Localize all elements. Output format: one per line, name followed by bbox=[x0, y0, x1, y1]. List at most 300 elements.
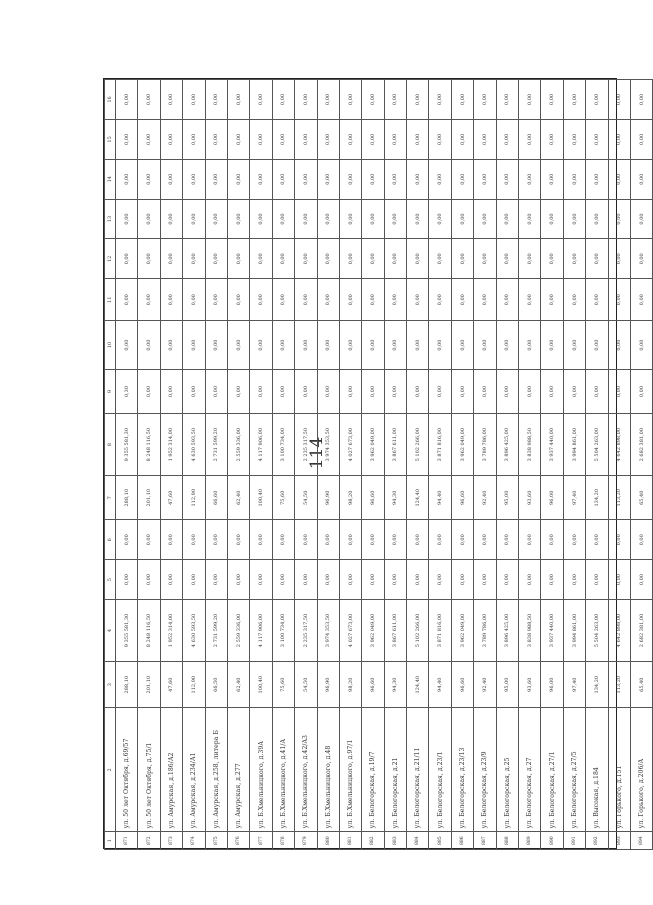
value-cell: 0,00 bbox=[384, 560, 406, 600]
value-cell: 0,00 bbox=[317, 199, 339, 239]
value-cell: 0,00 bbox=[138, 279, 160, 321]
value-cell: 0,00 bbox=[250, 321, 272, 370]
value-cell: 0,00 bbox=[272, 159, 294, 199]
value-cell: 0,00 bbox=[586, 520, 608, 560]
value-cell: 0,00 bbox=[183, 560, 205, 600]
value-cell: 0,00 bbox=[496, 560, 518, 600]
value-cell: 8 248 116,50 bbox=[138, 414, 160, 476]
row-number-cell: 894 bbox=[630, 832, 652, 850]
address-cell: ул. Белогорская, д.21/11 bbox=[407, 708, 429, 832]
value-cell: 134,20 bbox=[586, 661, 608, 707]
value-cell: 0,00 bbox=[429, 119, 451, 159]
value-cell: 0,00 bbox=[339, 80, 361, 120]
value-cell: 0,00 bbox=[608, 369, 630, 413]
value-cell: 0,00 bbox=[116, 560, 138, 600]
value-cell: 92,40 bbox=[474, 661, 496, 707]
value-cell: 0,00 bbox=[339, 560, 361, 600]
value-cell: 0,00 bbox=[205, 520, 227, 560]
value-cell: 0,00 bbox=[317, 80, 339, 120]
value-cell: 0,00 bbox=[541, 520, 563, 560]
value-cell: 0,00 bbox=[160, 159, 182, 199]
table-row bbox=[138, 80, 160, 850]
value-cell: 94,30 bbox=[384, 661, 406, 707]
value-cell: 3 937 440,00 bbox=[541, 414, 563, 476]
row-number-cell: 872 bbox=[138, 832, 160, 850]
address-cell: ул. Белогорская, д.27 bbox=[519, 708, 541, 832]
value-cell: 0,00 bbox=[563, 239, 585, 279]
value-cell: 0,00 bbox=[339, 119, 361, 159]
value-cell: 0,00 bbox=[183, 119, 205, 159]
column-header: 4 bbox=[105, 600, 116, 662]
value-cell: 0,00 bbox=[563, 80, 585, 120]
value-cell: 0,00 bbox=[339, 159, 361, 199]
value-cell: 62,40 bbox=[227, 661, 249, 707]
rotated-table-wrapper bbox=[104, 79, 646, 850]
value-cell: 1 952 314,00 bbox=[160, 414, 182, 476]
value-cell: 0,00 bbox=[160, 80, 182, 120]
address-cell: ул. Горького, д.206/А bbox=[630, 708, 652, 832]
value-cell: 113,20 bbox=[608, 476, 630, 520]
value-cell: 4 027 673,00 bbox=[339, 600, 361, 662]
value-cell: 0,00 bbox=[227, 279, 249, 321]
value-cell: 0,00 bbox=[384, 520, 406, 560]
value-cell: 112,90 bbox=[183, 476, 205, 520]
column-header: 14 bbox=[105, 159, 116, 199]
value-cell: 0,00 bbox=[474, 520, 496, 560]
value-cell: 75,60 bbox=[272, 661, 294, 707]
value-cell: 0,00 bbox=[563, 119, 585, 159]
value-cell: 0,00 bbox=[138, 80, 160, 120]
value-cell: 288,10 bbox=[116, 661, 138, 707]
value-cell: 0,00 bbox=[183, 80, 205, 120]
value-cell: 0,00 bbox=[295, 560, 317, 600]
value-cell: 0,00 bbox=[250, 239, 272, 279]
value-cell: 3 896 425,00 bbox=[496, 600, 518, 662]
value-cell: 0,00 bbox=[138, 321, 160, 370]
value-cell: 3 896 425,00 bbox=[496, 414, 518, 476]
value-cell: 0,00 bbox=[205, 119, 227, 159]
value-cell: 0,00 bbox=[339, 520, 361, 560]
value-cell: 0,00 bbox=[205, 560, 227, 600]
value-cell: 96,00 bbox=[541, 661, 563, 707]
address-cell: ул. Белогорская, д.25 bbox=[496, 708, 518, 832]
value-cell: 2 559 336,00 bbox=[227, 600, 249, 662]
value-cell: 0,00 bbox=[272, 80, 294, 120]
value-cell: 0,00 bbox=[429, 321, 451, 370]
value-cell: 0,00 bbox=[519, 199, 541, 239]
value-cell: 0,00 bbox=[116, 119, 138, 159]
value-cell: 0,00 bbox=[250, 80, 272, 120]
value-cell: 0,00 bbox=[384, 119, 406, 159]
table-row bbox=[519, 80, 541, 850]
value-cell: 0,00 bbox=[541, 369, 563, 413]
value-cell: 0,00 bbox=[563, 199, 585, 239]
column-header: 9 bbox=[105, 369, 116, 413]
value-cell: 0,00 bbox=[496, 159, 518, 199]
value-cell: 0,00 bbox=[451, 279, 473, 321]
value-cell: 0,00 bbox=[541, 80, 563, 120]
value-cell: 0,00 bbox=[339, 239, 361, 279]
value-cell: 0,00 bbox=[384, 199, 406, 239]
value-cell: 0,00 bbox=[496, 80, 518, 120]
value-cell: 0,00 bbox=[429, 560, 451, 600]
value-cell: 0,00 bbox=[317, 279, 339, 321]
value-cell: 4 117 906,00 bbox=[250, 600, 272, 662]
value-cell: 3 838 988,50 bbox=[519, 600, 541, 662]
value-cell: 0,00 bbox=[272, 119, 294, 159]
value-cell: 0,00 bbox=[160, 560, 182, 600]
address-cell: ул. Белогорская, д.27/5 bbox=[563, 708, 585, 832]
value-cell: 0,00 bbox=[608, 321, 630, 370]
value-cell: 3 871 816,00 bbox=[429, 600, 451, 662]
table-row bbox=[429, 80, 451, 850]
value-cell: 0,00 bbox=[227, 369, 249, 413]
value-cell: 0,00 bbox=[608, 119, 630, 159]
value-cell: 0,00 bbox=[362, 80, 384, 120]
value-cell: 0,00 bbox=[295, 199, 317, 239]
value-cell: 0,00 bbox=[429, 369, 451, 413]
column-header: 6 bbox=[105, 520, 116, 560]
value-cell: 0,00 bbox=[541, 119, 563, 159]
value-cell: 0,00 bbox=[116, 520, 138, 560]
value-cell: 0,00 bbox=[183, 199, 205, 239]
value-cell: 0,00 bbox=[183, 321, 205, 370]
value-cell: 75,60 bbox=[272, 476, 294, 520]
column-header: 2 bbox=[105, 708, 116, 832]
value-cell: 0,00 bbox=[586, 199, 608, 239]
value-cell: 124,40 bbox=[407, 661, 429, 707]
value-cell: 0,00 bbox=[317, 239, 339, 279]
value-cell: 0,00 bbox=[474, 239, 496, 279]
value-cell: 3 994 861,00 bbox=[563, 600, 585, 662]
value-cell: 96,60 bbox=[362, 476, 384, 520]
value-cell: 4 642 898,00 bbox=[608, 600, 630, 662]
value-cell: 0,00 bbox=[272, 239, 294, 279]
table-row bbox=[407, 80, 429, 850]
value-cell: 0,00 bbox=[205, 321, 227, 370]
value-cell: 0,00 bbox=[227, 80, 249, 120]
value-cell: 0,00 bbox=[474, 119, 496, 159]
value-cell: 0,00 bbox=[407, 199, 429, 239]
value-cell: 0,00 bbox=[586, 279, 608, 321]
value-cell: 0,00 bbox=[116, 80, 138, 120]
value-cell: 0,00 bbox=[451, 119, 473, 159]
value-cell: 2 559 336,00 bbox=[227, 414, 249, 476]
value-cell: 3 871 816,00 bbox=[429, 414, 451, 476]
row-number-cell: 887 bbox=[474, 832, 496, 850]
value-cell: 3 100 734,00 bbox=[272, 414, 294, 476]
value-cell: 0,00 bbox=[630, 279, 652, 321]
row-number-cell: 876 bbox=[227, 832, 249, 850]
value-cell: 0,00 bbox=[541, 199, 563, 239]
value-cell: 95,00 bbox=[496, 476, 518, 520]
value-cell: 0,00 bbox=[541, 279, 563, 321]
value-cell: 0,00 bbox=[160, 279, 182, 321]
value-cell: 0,00 bbox=[227, 239, 249, 279]
value-cell: 3 937 440,00 bbox=[541, 600, 563, 662]
table-body bbox=[116, 80, 653, 850]
value-cell: 0,00 bbox=[272, 199, 294, 239]
value-cell: 0,00 bbox=[250, 199, 272, 239]
value-cell: 2 731 599,20 bbox=[205, 600, 227, 662]
value-cell: 0,00 bbox=[586, 369, 608, 413]
value-cell: 96,90 bbox=[317, 476, 339, 520]
address-cell: ул. 50 лет Октября, д.69/57 bbox=[116, 708, 138, 832]
value-cell: 0,00 bbox=[429, 279, 451, 321]
value-cell: 0,00 bbox=[317, 159, 339, 199]
row-number-cell: 882 bbox=[362, 832, 384, 850]
table-row bbox=[586, 80, 608, 850]
value-cell: 3 994 861,00 bbox=[563, 414, 585, 476]
address-cell: ул. Б.Хмельницкого, д.97/1 bbox=[339, 708, 361, 832]
value-cell: 100,40 bbox=[250, 661, 272, 707]
value-cell: 0,00 bbox=[429, 159, 451, 199]
value-cell: 0,00 bbox=[116, 321, 138, 370]
value-cell: 0,00 bbox=[496, 279, 518, 321]
value-cell: 0,00 bbox=[630, 159, 652, 199]
table-row bbox=[272, 80, 294, 850]
table-row bbox=[183, 80, 205, 850]
value-cell: 0,00 bbox=[138, 369, 160, 413]
value-cell: 0,00 bbox=[250, 159, 272, 199]
value-cell: 0,00 bbox=[227, 199, 249, 239]
value-cell: 0,00 bbox=[138, 520, 160, 560]
value-cell: 5 102 266,00 bbox=[407, 414, 429, 476]
row-number-cell: 885 bbox=[429, 832, 451, 850]
table-row bbox=[563, 80, 585, 850]
value-cell: 0,00 bbox=[183, 239, 205, 279]
value-cell: 94,30 bbox=[384, 476, 406, 520]
value-cell: 2 235 317,50 bbox=[295, 414, 317, 476]
value-cell: 65,40 bbox=[630, 661, 652, 707]
value-cell: 0,00 bbox=[563, 520, 585, 560]
value-cell: 0,00 bbox=[362, 279, 384, 321]
value-cell: 54,50 bbox=[295, 661, 317, 707]
value-cell: 0,00 bbox=[362, 369, 384, 413]
value-cell: 100,40 bbox=[250, 476, 272, 520]
value-cell: 65,40 bbox=[630, 476, 652, 520]
table-row bbox=[384, 80, 406, 850]
value-cell: 96,60 bbox=[451, 476, 473, 520]
value-cell: 0,00 bbox=[407, 159, 429, 199]
value-cell: 0,00 bbox=[362, 239, 384, 279]
table-row bbox=[339, 80, 361, 850]
value-cell: 0,00 bbox=[451, 239, 473, 279]
value-cell: 5 504 263,00 bbox=[586, 414, 608, 476]
table-header-row bbox=[105, 80, 116, 850]
value-cell: 0,00 bbox=[407, 80, 429, 120]
row-number-cell: 880 bbox=[317, 832, 339, 850]
value-cell: 0,00 bbox=[295, 279, 317, 321]
value-cell: 0,30 bbox=[116, 369, 138, 413]
value-cell: 0,00 bbox=[205, 279, 227, 321]
table-row bbox=[295, 80, 317, 850]
data-table bbox=[104, 79, 653, 850]
value-cell: 0,00 bbox=[586, 560, 608, 600]
value-cell: 0,00 bbox=[295, 321, 317, 370]
value-cell: 0,00 bbox=[160, 520, 182, 560]
row-number-cell: 877 bbox=[250, 832, 272, 850]
row-number-cell: 881 bbox=[339, 832, 361, 850]
value-cell: 0,00 bbox=[205, 80, 227, 120]
value-cell: 0,00 bbox=[183, 279, 205, 321]
value-cell: 3 962 049,00 bbox=[362, 414, 384, 476]
value-cell: 0,00 bbox=[205, 159, 227, 199]
value-cell: 0,00 bbox=[339, 321, 361, 370]
value-cell: 4 027 673,00 bbox=[339, 414, 361, 476]
value-cell: 0,00 bbox=[227, 560, 249, 600]
value-cell: 0,00 bbox=[407, 560, 429, 600]
value-cell: 0,00 bbox=[519, 119, 541, 159]
value-cell: 0,00 bbox=[496, 199, 518, 239]
table-row bbox=[608, 80, 630, 850]
address-cell: ул. 50 лет Октября, д.75/1 bbox=[138, 708, 160, 832]
value-cell: 0,00 bbox=[183, 520, 205, 560]
address-cell: ул. Белогорская, д.21 bbox=[384, 708, 406, 832]
value-cell: 97,40 bbox=[563, 476, 585, 520]
table-row bbox=[474, 80, 496, 850]
value-cell: 0,00 bbox=[295, 239, 317, 279]
row-number-cell: 874 bbox=[183, 832, 205, 850]
table-row bbox=[317, 80, 339, 850]
value-cell: 0,00 bbox=[160, 321, 182, 370]
address-cell: ул. Б.Хмельницкого, д.41/А bbox=[272, 708, 294, 832]
value-cell: 98,20 bbox=[339, 661, 361, 707]
row-number-cell: 888 bbox=[496, 832, 518, 850]
column-header: 11 bbox=[105, 279, 116, 321]
column-header: 3 bbox=[105, 661, 116, 707]
value-cell: 93,60 bbox=[519, 661, 541, 707]
value-cell: 0,00 bbox=[451, 520, 473, 560]
value-cell: 3 789 786,00 bbox=[474, 600, 496, 662]
row-number-cell: 893 bbox=[608, 832, 630, 850]
address-cell: ул. Б.Хмельницкого, д.39А bbox=[250, 708, 272, 832]
value-cell: 0,00 bbox=[295, 520, 317, 560]
value-cell: 3 867 611,00 bbox=[384, 600, 406, 662]
value-cell: 4 642 898,00 bbox=[608, 414, 630, 476]
value-cell: 0,00 bbox=[295, 369, 317, 413]
value-cell: 3 962 049,00 bbox=[362, 600, 384, 662]
value-cell: 0,00 bbox=[317, 321, 339, 370]
value-cell: 0,00 bbox=[362, 119, 384, 159]
address-cell: ул. Белогорская, д.23/13 bbox=[451, 708, 473, 832]
value-cell: 3 962 049,00 bbox=[451, 414, 473, 476]
value-cell: 0,00 bbox=[362, 520, 384, 560]
value-cell: 0,00 bbox=[451, 369, 473, 413]
table-row bbox=[250, 80, 272, 850]
value-cell: 4 117 906,00 bbox=[250, 414, 272, 476]
value-cell: 0,00 bbox=[496, 119, 518, 159]
table-row bbox=[541, 80, 563, 850]
value-cell: 0,00 bbox=[116, 239, 138, 279]
row-number-cell: 886 bbox=[451, 832, 473, 850]
table-row bbox=[451, 80, 473, 850]
value-cell: 0,00 bbox=[541, 321, 563, 370]
value-cell: 201,10 bbox=[138, 661, 160, 707]
value-cell: 0,00 bbox=[563, 321, 585, 370]
value-cell: 3 100 734,00 bbox=[272, 600, 294, 662]
row-number-cell: 891 bbox=[563, 832, 585, 850]
value-cell: 66,60 bbox=[205, 476, 227, 520]
value-cell: 0,00 bbox=[317, 560, 339, 600]
page-number: 114 bbox=[307, 436, 327, 470]
address-cell: ул. Б.Хмельницкого, д.42/А3 bbox=[295, 708, 317, 832]
value-cell: 0,00 bbox=[563, 560, 585, 600]
value-cell: 0,00 bbox=[519, 80, 541, 120]
value-cell: 96,60 bbox=[451, 661, 473, 707]
value-cell: 0,00 bbox=[608, 239, 630, 279]
value-cell: 0,00 bbox=[183, 369, 205, 413]
value-cell: 2 731 599,20 bbox=[205, 414, 227, 476]
value-cell: 0,00 bbox=[116, 159, 138, 199]
value-cell: 0,00 bbox=[295, 119, 317, 159]
value-cell: 0,00 bbox=[295, 159, 317, 199]
table-row bbox=[116, 80, 138, 850]
value-cell: 0,00 bbox=[250, 560, 272, 600]
value-cell: 0,00 bbox=[295, 80, 317, 120]
row-number-cell: 884 bbox=[407, 832, 429, 850]
value-cell: 3 974 353,50 bbox=[317, 600, 339, 662]
value-cell: 0,00 bbox=[474, 159, 496, 199]
value-cell: 9 355 581,30 bbox=[116, 414, 138, 476]
value-cell: 0,00 bbox=[272, 321, 294, 370]
value-cell: 0,00 bbox=[630, 199, 652, 239]
address-cell: ул. Белогорская, д.27/1 bbox=[541, 708, 563, 832]
value-cell: 95,00 bbox=[496, 661, 518, 707]
value-cell: 47,60 bbox=[160, 661, 182, 707]
address-cell: ул. Белогорская, д.23/9 bbox=[474, 708, 496, 832]
value-cell: 66,50 bbox=[205, 661, 227, 707]
value-cell: 0,00 bbox=[429, 239, 451, 279]
value-cell: 0,00 bbox=[630, 321, 652, 370]
value-cell: 0,00 bbox=[339, 279, 361, 321]
address-cell: ул. Амурская, д.186/А2 bbox=[160, 708, 182, 832]
address-cell: ул. Белогорская, д.19/7 bbox=[362, 708, 384, 832]
address-cell: ул. Белогорская, д.23/1 bbox=[429, 708, 451, 832]
value-cell: 0,00 bbox=[407, 279, 429, 321]
table-row bbox=[160, 80, 182, 850]
value-cell: 54,50 bbox=[295, 476, 317, 520]
value-cell: 0,00 bbox=[138, 159, 160, 199]
value-cell: 94,40 bbox=[429, 661, 451, 707]
value-cell: 0,00 bbox=[160, 199, 182, 239]
value-cell: 0,00 bbox=[317, 520, 339, 560]
value-cell: 0,00 bbox=[138, 560, 160, 600]
value-cell: 0,00 bbox=[407, 369, 429, 413]
value-cell: 0,00 bbox=[205, 369, 227, 413]
address-cell: ул. Амурская, д.234/А1 bbox=[183, 708, 205, 832]
row-number-cell: 883 bbox=[384, 832, 406, 850]
value-cell: 96,90 bbox=[317, 661, 339, 707]
value-cell: 0,00 bbox=[519, 560, 541, 600]
value-cell: 0,00 bbox=[451, 321, 473, 370]
value-cell: 0,00 bbox=[451, 560, 473, 600]
value-cell: 3 789 786,00 bbox=[474, 414, 496, 476]
value-cell: 3 838 988,50 bbox=[519, 414, 541, 476]
value-cell: 0,00 bbox=[250, 520, 272, 560]
value-cell: 0,00 bbox=[608, 560, 630, 600]
value-cell: 0,00 bbox=[205, 199, 227, 239]
value-cell: 0,00 bbox=[250, 279, 272, 321]
value-cell: 0,00 bbox=[586, 80, 608, 120]
row-number-cell: 889 bbox=[519, 832, 541, 850]
table-row bbox=[227, 80, 249, 850]
value-cell: 0,00 bbox=[519, 239, 541, 279]
value-cell: 0,00 bbox=[250, 369, 272, 413]
value-cell: 0,00 bbox=[563, 159, 585, 199]
value-cell: 134,20 bbox=[586, 476, 608, 520]
table-row bbox=[205, 80, 227, 850]
